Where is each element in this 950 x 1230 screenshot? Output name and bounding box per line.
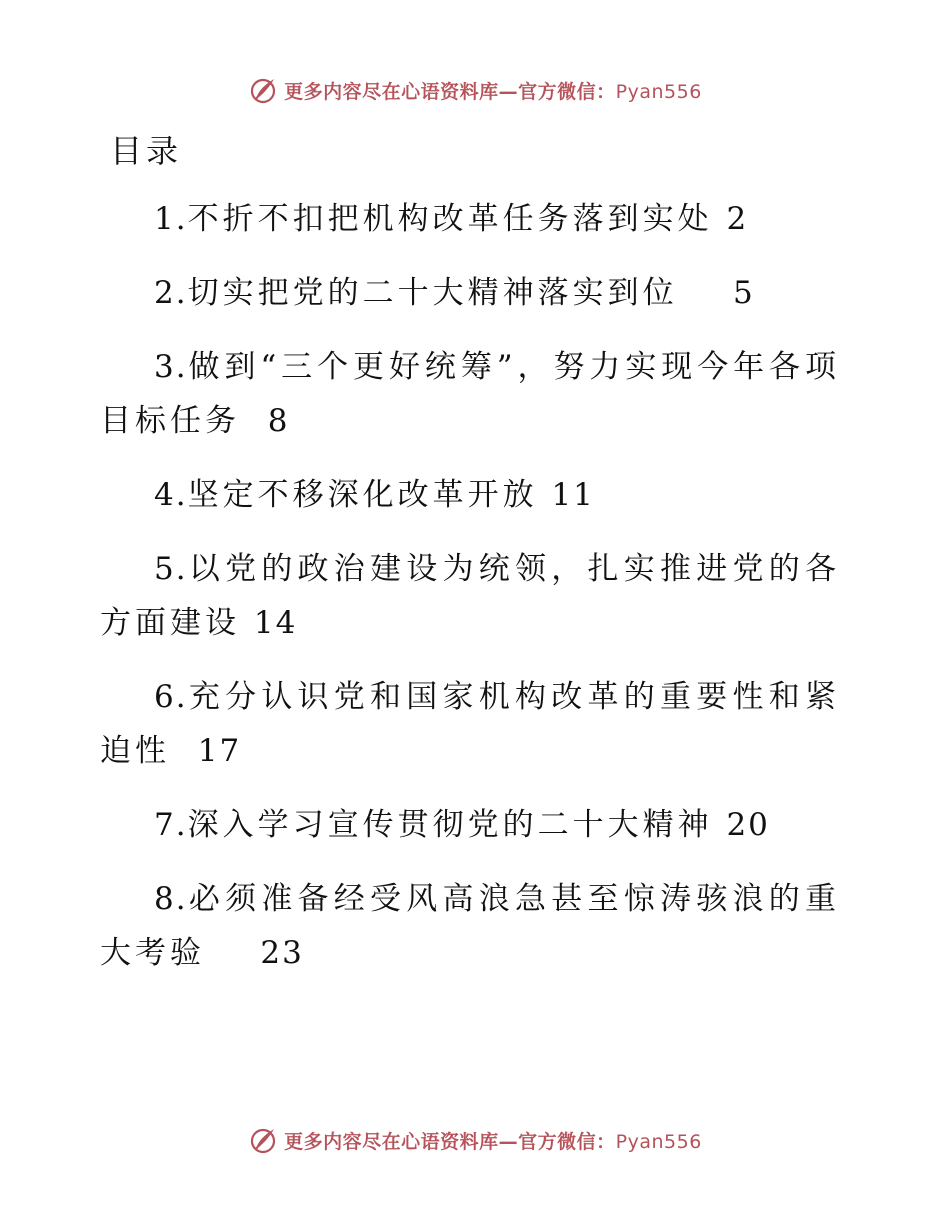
toc-entry-6[interactable]: 6.充分认识党和国家机构改革的重要性和紧迫性 17: [100, 679, 840, 769]
toc-page-number: 2: [726, 201, 749, 237]
toc-page-number: 23: [260, 935, 304, 971]
toc-page-number: 14: [253, 605, 298, 641]
toc-page-number: 20: [726, 807, 770, 843]
toc-entry-1[interactable]: 1.不折不扣把机构改革任务落到实处 2: [154, 201, 749, 237]
toc-page-number: 11: [551, 477, 595, 513]
toc-entry-2[interactable]: 2.切实把党的二十大精神落实到位 5: [154, 275, 755, 311]
toc-entry-4[interactable]: 4.坚定不移深化改革开放 11: [154, 477, 595, 513]
toc-entry-7[interactable]: 7.深入学习宣传贯彻党的二十大精神 20: [154, 807, 770, 843]
footer-watermark: [0, 1120, 950, 1160]
toc-entry-5[interactable]: 5.以党的政治建设为统领，扎实推进党的各方面建设 14: [100, 551, 840, 641]
quill-pen-logo-icon: [248, 75, 278, 105]
toc-page-number: 5: [733, 275, 755, 311]
toc-title: 目录: [110, 132, 183, 170]
header-watermark: [0, 70, 950, 110]
watermark-text: 更多内容尽在心语资料库—官方微信：Pyan556: [284, 80, 702, 103]
quill-pen-logo-icon: [248, 1125, 278, 1155]
toc-entry-3[interactable]: 3.做到“三个更好统筹”，努力实现今年各项目标任务 8: [100, 349, 840, 439]
toc-page-number: 8: [267, 403, 290, 439]
toc-page-number: 17: [197, 733, 242, 769]
toc-entry-8[interactable]: 8.必须准备经受风高浪急甚至惊涛骇浪的重大考验 23: [100, 881, 840, 971]
table-of-contents: [100, 192, 840, 1000]
watermark-text: 更多内容尽在心语资料库—官方微信：Pyan556: [284, 1130, 702, 1153]
